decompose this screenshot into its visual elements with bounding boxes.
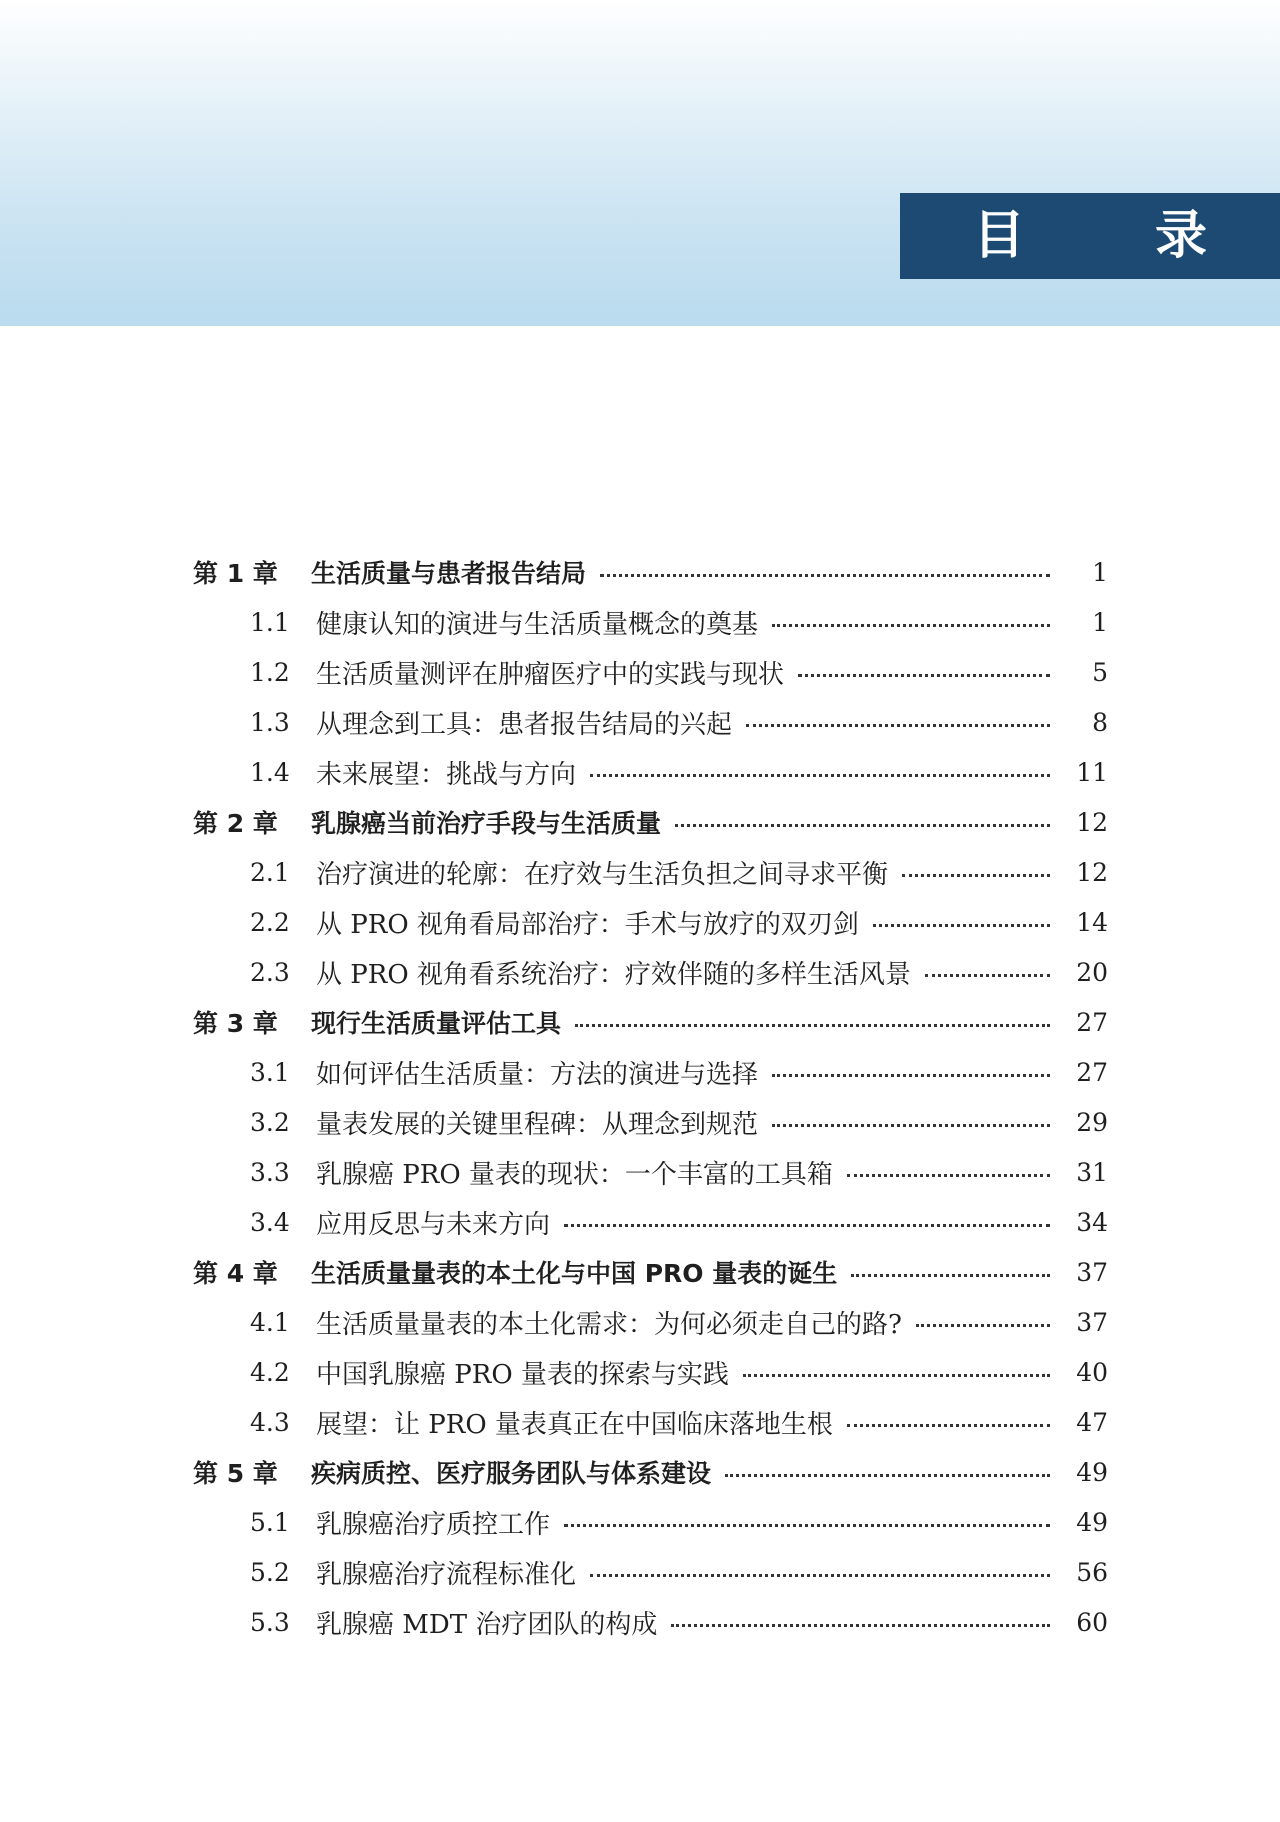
toc-entry-title: 治疗演进的轮廓：在疗效与生活负担之间寻求平衡 (316, 859, 889, 890)
toc-entry-title: 未来展望：挑战与方向 (316, 759, 577, 790)
toc-entry-title: 量表发展的关键里程碑：从理念到规范 (316, 1109, 759, 1140)
toc-entry-title: 从 PRO 视角看局部治疗：手术与放疗的双刃剑 (316, 909, 859, 940)
toc-section-entry[interactable] (0, 747, 1280, 797)
toc-entry-title: 生活质量测评在肿瘤医疗中的实践与现状 (316, 659, 785, 690)
toc-section-entry[interactable] (0, 1497, 1280, 1547)
toc-entry-title: 乳腺癌 PRO 量表的现状：一个丰富的工具箱 (316, 1159, 833, 1190)
toc-page-number: 14 (1076, 907, 1108, 937)
toc-entry-number: 2.2 (250, 907, 290, 937)
toc-page-number: 47 (1076, 1407, 1108, 1437)
toc-page-number: 5 (1092, 657, 1108, 687)
toc-entry-title: 从理念到工具：患者报告结局的兴起 (316, 709, 733, 740)
toc-section-entry[interactable] (0, 847, 1280, 897)
toc-chapter-entry[interactable] (0, 547, 1280, 597)
toc-entry-title: 中国乳腺癌 PRO 量表的探索与实践 (316, 1359, 729, 1390)
toc-leader-dots (575, 1022, 1050, 1027)
toc-title-box (900, 193, 1280, 279)
toc-leader-dots (851, 1272, 1050, 1277)
toc-section-entry[interactable] (0, 947, 1280, 997)
toc-leader-dots (772, 1122, 1050, 1127)
toc-leader-dots (590, 1572, 1050, 1577)
toc-entry-number: 3.3 (250, 1157, 290, 1187)
toc-section-entry[interactable] (0, 1197, 1280, 1247)
toc-entry-number: 2.1 (250, 857, 290, 887)
toc-entry-title: 健康认知的演进与生活质量概念的奠基 (316, 609, 759, 640)
toc-leader-dots (798, 672, 1050, 677)
toc-section-entry[interactable] (0, 1047, 1280, 1097)
toc-leader-dots (847, 1172, 1050, 1177)
toc-entry-title: 应用反思与未来方向 (316, 1209, 551, 1240)
toc-page-number: 27 (1076, 1007, 1108, 1037)
toc-section-entry[interactable] (0, 1547, 1280, 1597)
toc-page-number: 56 (1076, 1557, 1108, 1587)
toc-page-number: 60 (1076, 1607, 1108, 1637)
toc-page-number: 12 (1076, 857, 1108, 887)
toc-entry-number: 第 2 章 (193, 809, 278, 838)
toc-page-number: 31 (1076, 1157, 1108, 1187)
toc-page-number: 34 (1076, 1207, 1108, 1237)
toc-entry-title: 乳腺癌治疗流程标准化 (316, 1559, 577, 1590)
toc-leader-dots (590, 772, 1050, 777)
toc-entry-number: 4.3 (250, 1407, 290, 1437)
toc-entry-title: 乳腺癌 MDT 治疗团队的构成 (316, 1609, 658, 1640)
toc-leader-dots (564, 1522, 1050, 1527)
table-of-contents (0, 547, 1280, 1647)
toc-entry-title: 乳腺癌治疗质控工作 (316, 1509, 551, 1540)
toc-leader-dots (564, 1222, 1050, 1227)
toc-entry-title: 生活质量量表的本土化与中国 PRO 量表的诞生 (311, 1259, 838, 1288)
toc-leader-dots (725, 1472, 1050, 1477)
toc-leader-dots (772, 1072, 1050, 1077)
toc-page-number: 11 (1076, 757, 1108, 787)
toc-section-entry[interactable] (0, 1097, 1280, 1147)
toc-chapter-entry[interactable] (0, 1447, 1280, 1497)
toc-section-entry[interactable] (0, 647, 1280, 697)
toc-entry-number: 1.4 (250, 757, 290, 787)
toc-leader-dots (671, 1622, 1050, 1627)
toc-entry-number: 1.3 (250, 707, 290, 737)
toc-page-number: 1 (1092, 607, 1108, 637)
toc-section-entry[interactable] (0, 697, 1280, 747)
toc-page-number: 37 (1076, 1307, 1108, 1337)
toc-leader-dots (873, 922, 1050, 927)
toc-page-number: 37 (1076, 1257, 1108, 1287)
toc-leader-dots (746, 722, 1050, 727)
toc-entry-number: 3.4 (250, 1207, 290, 1237)
toc-leader-dots (925, 972, 1050, 977)
page-title: 目 录 (972, 206, 1264, 266)
toc-entry-title: 如何评估生活质量：方法的演进与选择 (316, 1059, 759, 1090)
toc-entry-number: 第 5 章 (193, 1459, 278, 1488)
toc-entry-number: 第 1 章 (193, 559, 278, 588)
toc-chapter-entry[interactable] (0, 997, 1280, 1047)
toc-leader-dots (743, 1372, 1050, 1377)
toc-entry-title: 乳腺癌当前治疗手段与生活质量 (311, 809, 662, 838)
toc-section-entry[interactable] (0, 1147, 1280, 1197)
toc-entry-number: 3.2 (250, 1107, 290, 1137)
toc-entry-number: 4.1 (250, 1307, 290, 1337)
toc-entry-number: 5.3 (250, 1607, 290, 1637)
toc-entry-title: 现行生活质量评估工具 (311, 1009, 562, 1038)
toc-entry-number: 5.2 (250, 1557, 290, 1587)
toc-entry-number: 第 3 章 (193, 1009, 278, 1038)
toc-page-number: 20 (1076, 957, 1108, 987)
toc-section-entry[interactable] (0, 1597, 1280, 1647)
toc-leader-dots (902, 872, 1050, 877)
toc-leader-dots (675, 822, 1050, 827)
toc-page-number: 8 (1092, 707, 1108, 737)
toc-page-number: 40 (1076, 1357, 1108, 1387)
toc-section-entry[interactable] (0, 897, 1280, 947)
toc-entry-number: 4.2 (250, 1357, 290, 1387)
toc-section-entry[interactable] (0, 597, 1280, 647)
toc-entry-number: 5.1 (250, 1507, 290, 1537)
toc-page-number: 29 (1076, 1107, 1108, 1137)
toc-chapter-entry[interactable] (0, 1247, 1280, 1297)
toc-leader-dots (916, 1322, 1050, 1327)
toc-entry-title: 疾病质控、医疗服务团队与体系建设 (311, 1459, 712, 1488)
toc-entry-number: 1.1 (250, 607, 290, 637)
toc-page-number: 27 (1076, 1057, 1108, 1087)
toc-entry-title: 展望：让 PRO 量表真正在中国临床落地生根 (316, 1409, 833, 1440)
toc-page-number: 49 (1076, 1457, 1108, 1487)
toc-leader-dots (772, 622, 1050, 627)
toc-page-number: 12 (1076, 807, 1108, 837)
toc-section-entry[interactable] (0, 1397, 1280, 1447)
toc-page-number: 49 (1076, 1507, 1108, 1537)
toc-leader-dots (600, 572, 1050, 577)
toc-chapter-entry[interactable] (0, 797, 1280, 847)
toc-entry-title: 从 PRO 视角看系统治疗：疗效伴随的多样生活风景 (316, 959, 911, 990)
toc-entry-number: 1.2 (250, 657, 290, 687)
toc-page-number: 1 (1092, 557, 1108, 587)
toc-entry-number: 第 4 章 (193, 1259, 278, 1288)
toc-leader-dots (847, 1422, 1050, 1427)
toc-section-entry[interactable] (0, 1347, 1280, 1397)
toc-entry-number: 3.1 (250, 1057, 290, 1087)
toc-entry-title: 生活质量量表的本土化需求：为何必须走自己的路? (316, 1309, 902, 1340)
toc-entry-number: 2.3 (250, 957, 290, 987)
toc-section-entry[interactable] (0, 1297, 1280, 1347)
toc-entry-title: 生活质量与患者报告结局 (311, 559, 587, 588)
